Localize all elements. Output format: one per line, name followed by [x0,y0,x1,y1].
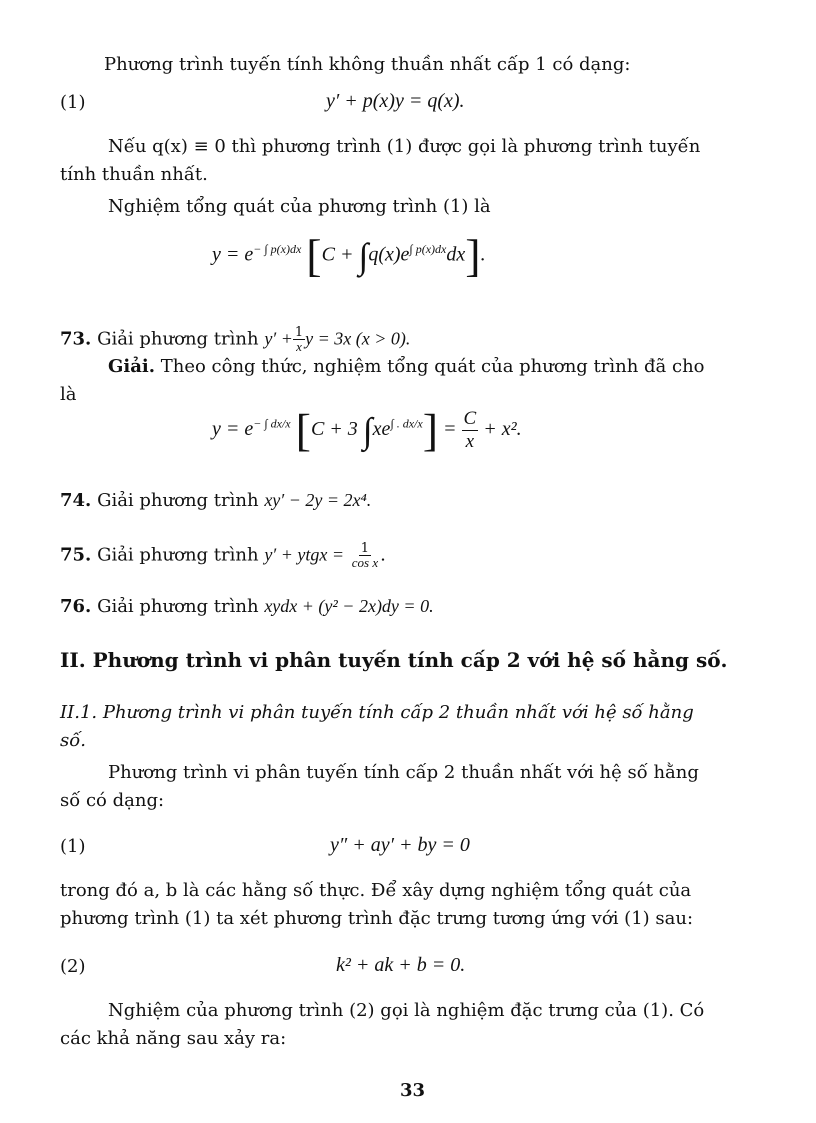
section-2-title: II. Phương trình vi phân tuyến tính cấp 2 với hệ số hằng số. [60,648,728,672]
ex74-eq: xy′ − 2y = 2x⁴. [264,490,372,510]
section2-para3-line1: Nghiệm của phương trình (2) gọi là nghiệm đặc trưng của (1). Có [108,1000,705,1021]
ex73-f-frac [462,408,479,453]
ex73-solution-line1 [108,356,705,377]
intro-line: Phương trình tuyến tính không thuần nhất cấp 1 có dạng: [104,54,631,75]
section2-eq1-label: (1) [60,836,86,857]
eq1-formula: y′ + p(x)y = q(x). [326,90,465,112]
ex73-frac [293,326,305,353]
gs-end: . [480,243,486,266]
ex73-f-exp1: − ∫ dx/x [253,416,291,431]
ex73-f-open-bracket: [ [295,404,311,456]
ex73-f-exp2: ∫ . dx/x [390,416,423,431]
ex73-f-integrand: xe [372,418,391,441]
ex73-frac-d: x [296,339,302,354]
subsection-2-1-line2: số. [60,730,86,751]
section2-para-line2: số có dạng: [60,790,165,811]
exercise-73 [60,326,410,353]
ex75-frac [350,542,380,569]
gs-integrand: q(x)e [368,243,410,266]
eq1-label: (1) [60,92,86,113]
general-solution-intro: Nghiệm tổng quát của phương trình (1) là [108,196,491,217]
gs-lhs: y = e [212,243,254,266]
ex75-frac-d: cos x [351,555,379,570]
ex75-prefix: Giải phương trình [97,544,259,566]
ex73-prefix: Giải phương trình [97,328,259,350]
ex73-f-inner: C + 3 [310,418,358,441]
section2-eq2-label: (2) [60,956,86,977]
subsection-2-1-line1: II.1. Phương trình vi phân tuyến tính cấp 2 thuần nhất với hệ số hằng [60,702,694,723]
ex76-number: 76. [60,596,92,617]
ex73-solution-label: Giải. [108,356,155,377]
homog-para-line2: tính thuần nhất. [60,164,208,185]
ex73-formula [212,404,522,456]
ex75-number: 75. [60,544,92,566]
gs-dx: dx [446,243,466,266]
section2-eq2: k² + ak + b = 0. [336,954,466,976]
ex73-f-tail: + x². [483,418,522,441]
gs-exp2: ∫ p(x)dx [409,241,447,256]
general-solution-formula [212,230,486,281]
ex75-frac-n: 1 [360,541,370,556]
ex76-prefix: Giải phương trình [97,596,259,617]
ex73-f-close-bracket: ] [422,404,439,456]
exercise-75 [60,542,386,569]
ex73-f-frac-n: C [463,408,477,429]
ex76-eq: xydx + (y² − 2x)dy = 0. [264,596,434,616]
exercise-76 [60,596,434,617]
homog-para-line1: Nếu q(x) ≡ 0 thì phương trình (1) được gọi là phương trình tuyến [108,136,701,157]
ex73-f-integral: ∫ [362,410,373,451]
ex74-prefix: Giải phương trình [97,490,259,511]
ex73-solution-line2: là [60,384,77,405]
gs-c-plus: C + [321,243,354,266]
gs-exp1: − ∫ p(x)dx [253,241,302,256]
ex73-f-lhs: y = e [212,418,254,441]
ex73-eq-b: y = 3x (x > 0). [305,328,411,349]
ex74-number: 74. [60,490,92,511]
section2-para3-line2: các khả năng sau xảy ra: [60,1028,287,1049]
section2-para2-line1: trong đó a, b là các hằng số thực. Để xây dựng nghiệm tổng quát của [60,880,692,901]
ex73-f-frac-d: x [465,431,475,452]
gs-integral-sign: ∫ [358,236,369,276]
section2-para2-line2: phương trình (1) ta xét phương trình đặc trưng tương ứng với (1) sau: [60,908,694,929]
exercise-74 [60,490,371,511]
page-number: 33 [400,1080,426,1101]
section2-eq1: y″ + ay′ + by = 0 [330,834,470,856]
section2-para-line1: Phương trình vi phân tuyến tính cấp 2 thuần nhất với hệ số hằng [108,762,699,783]
ex73-f-eq: = [443,418,457,441]
gs-open-bracket: [ [306,230,322,281]
ex73-eq-a: y′ + [264,328,293,349]
ex75-eq: y′ + ytgx = [264,544,345,565]
gs-close-bracket: ] [465,230,481,281]
ex73-solution-text: Theo công thức, nghiệm tổng quát của phương trình đã cho [160,356,705,377]
ex73-frac-n: 1 [294,325,304,340]
ex75-end: . [380,544,386,566]
ex73-number: 73. [60,328,92,350]
